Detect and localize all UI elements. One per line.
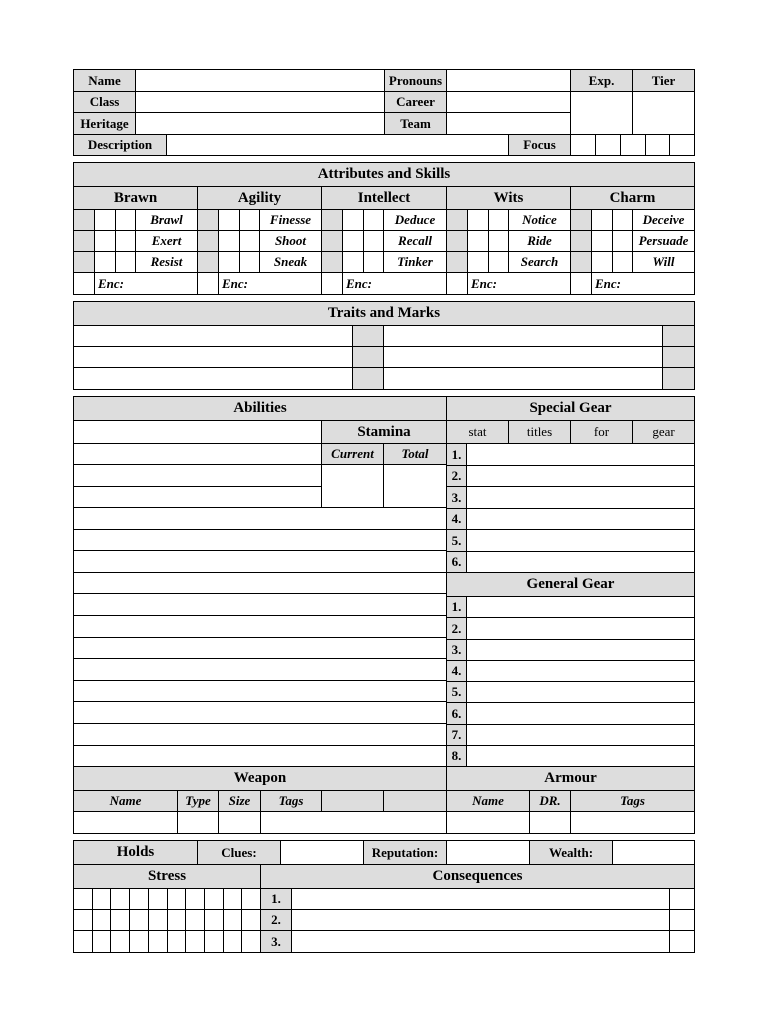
skill-dot[interactable]: [364, 210, 384, 231]
skill-dot[interactable]: [95, 210, 116, 231]
enc-box[interactable]: [571, 273, 592, 294]
abilities-row[interactable]: [74, 616, 447, 638]
stress-box[interactable]: [149, 910, 168, 931]
stress-box[interactable]: [111, 889, 130, 910]
wealth-field[interactable]: [613, 841, 694, 865]
skill-dot[interactable]: [116, 210, 136, 231]
abilities-row[interactable]: [74, 746, 447, 767]
special-gear-number: 6.: [447, 552, 467, 573]
skill-dot[interactable]: [468, 252, 489, 273]
skill-dot[interactable]: [468, 231, 489, 252]
pronouns-label: Pronouns: [385, 70, 447, 92]
special-gear-field[interactable]: [467, 466, 694, 487]
focus-box[interactable]: [646, 135, 670, 155]
abilities-row[interactable]: [74, 530, 447, 551]
trait-mark[interactable]: [353, 326, 384, 347]
armour-col-tags: Tags: [571, 791, 694, 812]
stress-box[interactable]: [130, 910, 149, 931]
stress-box[interactable]: [168, 910, 186, 931]
skill-dot[interactable]: [343, 210, 364, 231]
focus-label: Focus: [509, 135, 571, 155]
trait-mark[interactable]: [663, 347, 694, 368]
enc-box[interactable]: [447, 273, 468, 294]
abilities-title: Abilities: [74, 397, 447, 421]
stamina-total-field[interactable]: [384, 465, 447, 508]
skill-dot[interactable]: [116, 252, 136, 273]
weapon-name-field[interactable]: [74, 812, 178, 833]
attribute-box: [571, 210, 592, 231]
attribute-box: [198, 210, 219, 231]
enc-label: Enc:: [343, 273, 447, 294]
special-gear-title: Special Gear: [447, 397, 694, 421]
trait-mark[interactable]: [663, 326, 694, 347]
consequence-field[interactable]: [292, 910, 670, 931]
trait-field[interactable]: [384, 326, 663, 347]
skill-label: Persuade: [633, 231, 694, 252]
stress-box[interactable]: [186, 931, 205, 952]
skill-dot[interactable]: [116, 231, 136, 252]
trait-field[interactable]: [384, 368, 663, 389]
armour-tags-field[interactable]: [571, 812, 694, 833]
attribute-heading: Charm: [571, 187, 694, 210]
special-gear-field[interactable]: [467, 509, 694, 530]
attribute-box: [198, 231, 219, 252]
stamina-total-label: Total: [384, 444, 447, 465]
abilities-gear-block: [73, 396, 695, 834]
skill-dot[interactable]: [592, 210, 613, 231]
heritage-field[interactable]: [136, 113, 385, 135]
stress-box[interactable]: [74, 889, 93, 910]
general-gear-field[interactable]: [467, 725, 694, 746]
attribute-heading: Wits: [447, 187, 571, 210]
abilities-row[interactable]: [74, 594, 447, 616]
skill-dot[interactable]: [613, 252, 633, 273]
skill-dot[interactable]: [613, 231, 633, 252]
skill-dot[interactable]: [468, 210, 489, 231]
skill-dot[interactable]: [364, 252, 384, 273]
trait-field[interactable]: [74, 368, 353, 389]
attributes-block: [73, 162, 695, 295]
skill-dot[interactable]: [592, 231, 613, 252]
clues-label: Clues:: [198, 841, 281, 865]
enc-label: Enc:: [95, 273, 198, 294]
stress-box[interactable]: [149, 889, 168, 910]
team-label: Team: [385, 113, 447, 135]
reputation-label: Reputation:: [364, 841, 447, 865]
special-gear-field[interactable]: [467, 487, 694, 509]
general-gear-title: General Gear: [447, 573, 694, 597]
skill-dot[interactable]: [489, 210, 509, 231]
consequence-check[interactable]: [670, 931, 694, 952]
skill-label: Deduce: [384, 210, 447, 231]
stress-box[interactable]: [93, 889, 111, 910]
tier-field[interactable]: [633, 92, 694, 135]
header-block: [73, 69, 695, 156]
general-gear-field[interactable]: [467, 746, 694, 767]
focus-box[interactable]: [670, 135, 694, 155]
stress-box[interactable]: [205, 889, 224, 910]
general-gear-number: 7.: [447, 725, 467, 746]
skill-dot[interactable]: [95, 231, 116, 252]
description-field[interactable]: [167, 135, 509, 155]
stress-box[interactable]: [168, 889, 186, 910]
armour-dr-field[interactable]: [530, 812, 571, 833]
trait-mark[interactable]: [663, 368, 694, 389]
general-gear-number: 3.: [447, 640, 467, 661]
abilities-row[interactable]: [74, 724, 447, 746]
skill-dot[interactable]: [219, 210, 240, 231]
attribute-box: [447, 231, 468, 252]
career-label: Career: [385, 92, 447, 113]
skill-dot[interactable]: [489, 231, 509, 252]
consequence-check[interactable]: [670, 889, 694, 910]
focus-box[interactable]: [596, 135, 621, 155]
abilities-row[interactable]: [74, 465, 322, 487]
attribute-box: [447, 252, 468, 273]
trait-mark[interactable]: [353, 347, 384, 368]
consequences-title: Consequences: [261, 865, 694, 889]
special-gear-number: 1.: [447, 444, 467, 466]
weapon-title: Weapon: [74, 767, 447, 791]
skill-label: Brawl: [136, 210, 198, 231]
general-gear-number: 4.: [447, 661, 467, 682]
general-gear-field[interactable]: [467, 682, 694, 703]
skill-dot[interactable]: [95, 252, 116, 273]
abilities-row[interactable]: [74, 421, 322, 444]
skill-label: Exert: [136, 231, 198, 252]
skill-label: Shoot: [260, 231, 322, 252]
skill-dot[interactable]: [240, 210, 260, 231]
team-field[interactable]: [447, 113, 571, 135]
reputation-field[interactable]: [447, 841, 530, 865]
abilities-row[interactable]: [74, 659, 447, 681]
abilities-row[interactable]: [74, 681, 447, 702]
stress-box[interactable]: [74, 931, 93, 952]
stress-box[interactable]: [111, 910, 130, 931]
character-sheet: [73, 69, 695, 959]
skill-label: Resist: [136, 252, 198, 273]
stress-box[interactable]: [149, 931, 168, 952]
stress-box[interactable]: [93, 931, 111, 952]
skill-label: Search: [509, 252, 571, 273]
special-gear-col-gear: gear: [633, 421, 694, 444]
enc-box[interactable]: [322, 273, 343, 294]
special-gear-number: 5.: [447, 530, 467, 552]
general-gear-field[interactable]: [467, 640, 694, 661]
traits-title: Traits and Marks: [74, 302, 694, 326]
general-gear-field[interactable]: [467, 703, 694, 725]
stress-box[interactable]: [224, 889, 242, 910]
abilities-row[interactable]: [74, 508, 447, 530]
special-gear-number: 4.: [447, 509, 467, 530]
consequence-check[interactable]: [670, 910, 694, 931]
skill-dot[interactable]: [592, 252, 613, 273]
armour-col-dr: DR.: [530, 791, 571, 812]
enc-label: Enc:: [219, 273, 322, 294]
skill-label: Notice: [509, 210, 571, 231]
focus-box[interactable]: [621, 135, 646, 155]
skill-dot[interactable]: [240, 252, 260, 273]
attribute-heading: Intellect: [322, 187, 447, 210]
description-label: Description: [74, 135, 167, 155]
focus-box[interactable]: [571, 135, 596, 155]
enc-box[interactable]: [198, 273, 219, 294]
general-gear-number: 6.: [447, 703, 467, 725]
consequence-number: 2.: [261, 910, 292, 931]
attribute-box: [571, 252, 592, 273]
skill-label: Recall: [384, 231, 447, 252]
stress-box[interactable]: [242, 931, 261, 952]
attribute-box: [322, 210, 343, 231]
general-gear-field[interactable]: [467, 618, 694, 640]
skill-label: Ride: [509, 231, 571, 252]
consequence-number: 3.: [261, 931, 292, 952]
skill-label: Sneak: [260, 252, 322, 273]
consequence-number: 1.: [261, 889, 292, 910]
stress-box[interactable]: [168, 931, 186, 952]
attribute-box: [198, 252, 219, 273]
armour-col-name: Name: [447, 791, 530, 812]
name-field[interactable]: [136, 70, 385, 92]
weapon-type-field[interactable]: [178, 812, 219, 833]
special-gear-col-stat: stat: [447, 421, 509, 444]
armour-title: Armour: [447, 767, 694, 791]
attribute-box: [571, 231, 592, 252]
attributes-title: Attributes and Skills: [74, 163, 694, 187]
skill-dot[interactable]: [343, 231, 364, 252]
attribute-box: [74, 210, 95, 231]
enc-label: Enc:: [468, 273, 571, 294]
attribute-box: [447, 210, 468, 231]
abilities-row[interactable]: [74, 444, 322, 465]
weapon-tags-field[interactable]: [261, 812, 447, 833]
special-gear-col-for: for: [571, 421, 633, 444]
special-gear-number: 3.: [447, 487, 467, 509]
skill-label: Deceive: [633, 210, 694, 231]
stamina-current-label: Current: [322, 444, 384, 465]
weapon-col-type: Type: [178, 791, 219, 812]
enc-label: Enc:: [595, 275, 621, 291]
trait-field[interactable]: [384, 347, 663, 368]
abilities-row[interactable]: [74, 702, 447, 724]
stress-box[interactable]: [74, 910, 93, 931]
pronouns-field[interactable]: [447, 70, 571, 92]
weapon-col-blank: [384, 791, 447, 812]
class-field[interactable]: [136, 92, 385, 113]
skill-dot[interactable]: [240, 231, 260, 252]
stress-box[interactable]: [242, 889, 261, 910]
skill-dot[interactable]: [343, 252, 364, 273]
attribute-box: [322, 231, 343, 252]
attribute-box: [74, 231, 95, 252]
stress-box[interactable]: [224, 910, 242, 931]
armour-name-field[interactable]: [447, 812, 530, 833]
weapon-size-field[interactable]: [219, 812, 261, 833]
consequence-field[interactable]: [292, 889, 670, 910]
skill-dot[interactable]: [219, 252, 240, 273]
trait-mark[interactable]: [353, 368, 384, 389]
name-label: Name: [74, 70, 136, 92]
stress-box[interactable]: [130, 931, 149, 952]
special-gear-field[interactable]: [467, 444, 694, 466]
general-gear-number: 1.: [447, 597, 467, 618]
weapon-col-size: Size: [219, 791, 261, 812]
stamina-current-field[interactable]: [322, 465, 384, 508]
special-gear-field[interactable]: [467, 552, 694, 573]
holds-block: [73, 840, 695, 953]
stress-box[interactable]: [93, 910, 111, 931]
stress-box[interactable]: [205, 910, 224, 931]
abilities-row[interactable]: [74, 487, 322, 508]
tier-label: Tier: [633, 70, 694, 92]
special-gear-col-titles: titles: [509, 421, 571, 444]
stress-box[interactable]: [186, 889, 205, 910]
holds-title: Holds: [74, 841, 198, 865]
general-gear-field[interactable]: [467, 597, 694, 618]
skill-dot[interactable]: [489, 252, 509, 273]
skill-label: Tinker: [384, 252, 447, 273]
clues-field[interactable]: [281, 841, 364, 865]
traits-block: [73, 301, 695, 390]
skill-label: Will: [633, 252, 694, 273]
exp-label: Exp.: [571, 70, 633, 92]
skill-dot[interactable]: [613, 210, 633, 231]
abilities-row[interactable]: [74, 573, 447, 594]
skill-dot[interactable]: [219, 231, 240, 252]
stamina-title: Stamina: [322, 421, 447, 444]
enc-box[interactable]: [74, 273, 95, 294]
stress-box[interactable]: [242, 910, 261, 931]
exp-field[interactable]: [571, 92, 633, 135]
abilities-row[interactable]: [74, 551, 447, 573]
stress-title: Stress: [74, 865, 261, 889]
attribute-box: [74, 252, 95, 273]
general-gear-number: 5.: [447, 682, 467, 703]
stress-box[interactable]: [186, 910, 205, 931]
skill-dot[interactable]: [364, 231, 384, 252]
stress-box[interactable]: [224, 931, 242, 952]
stress-box[interactable]: [205, 931, 224, 952]
special-gear-field[interactable]: [467, 530, 694, 552]
general-gear-field[interactable]: [467, 661, 694, 682]
abilities-row[interactable]: [74, 638, 447, 659]
weapon-col-blank: [322, 791, 384, 812]
attribute-box: [322, 252, 343, 273]
general-gear-number: 2.: [447, 618, 467, 640]
heritage-label: Heritage: [74, 113, 136, 135]
attribute-heading: Agility: [198, 187, 322, 210]
class-label: Class: [74, 92, 136, 113]
consequence-field[interactable]: [292, 931, 670, 952]
career-field[interactable]: [447, 92, 571, 113]
trait-field[interactable]: [74, 326, 353, 347]
skill-label: Finesse: [260, 210, 322, 231]
general-gear-number: 8.: [447, 746, 467, 767]
special-gear-number: 2.: [447, 466, 467, 487]
wealth-label: Wealth:: [530, 841, 613, 865]
weapon-col-tags: Tags: [261, 791, 322, 812]
stress-box[interactable]: [111, 931, 130, 952]
weapon-col-name: Name: [74, 791, 178, 812]
stress-box[interactable]: [130, 889, 149, 910]
trait-field[interactable]: [74, 347, 353, 368]
attribute-heading: Brawn: [74, 187, 198, 210]
